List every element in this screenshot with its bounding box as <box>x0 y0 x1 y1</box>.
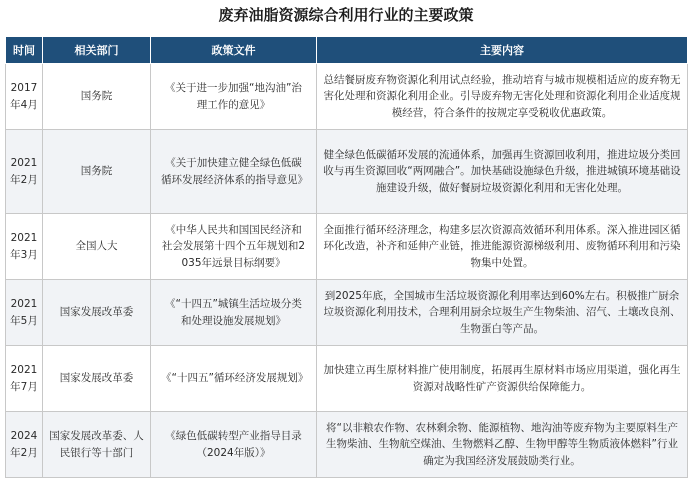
cell-time: 2021年5月 <box>6 280 43 346</box>
table-row <box>6 214 688 280</box>
cell-doc: 《绿色低碳转型产业指导目录（2024年版）》 <box>151 412 317 478</box>
cell-doc: 《关于加快建立健全绿色低碳循环发展经济体系的指导意见》 <box>151 130 317 214</box>
header-doc: 政策文件 <box>151 37 317 64</box>
cell-dept: 国家发展改革委 <box>43 346 151 412</box>
table-row <box>6 130 688 214</box>
cell-content: 加快建立再生原材料推广使用制度，拓展再生原材料市场应用渠道，强化再生资源对战略性矿产资源供给保障能力。 <box>317 346 688 412</box>
cell-dept: 国务院 <box>43 64 151 130</box>
policy-table <box>5 36 688 478</box>
cell-doc: 《“十四五”循环经济发展规划》 <box>151 346 317 412</box>
cell-doc: 《关于进一步加强“地沟油”治理工作的意见》 <box>151 64 317 130</box>
cell-dept: 国家发展改革委 <box>43 280 151 346</box>
table-header-row <box>6 37 688 64</box>
table-row <box>6 412 688 478</box>
cell-dept: 国家发展改革委、人民银行等十部门 <box>43 412 151 478</box>
cell-time: 2021年3月 <box>6 214 43 280</box>
cell-doc: 《中华人民共和国国民经济和社会发展第十四个五年规划和2035年远景目标纲要》 <box>151 214 317 280</box>
cell-content: 健全绿色低碳循环发展的流通体系，加强再生资源回收利用，推进垃圾分类回收与再生资源回收“两网融合”。加快基础设施绿色升级，推进城镇环境基础设施建设升级，做好餐厨垃圾资源化利用和无害化处理。 <box>317 130 688 214</box>
cell-time: 2021年7月 <box>6 346 43 412</box>
cell-time: 2017年4月 <box>6 64 43 130</box>
header-content: 主要内容 <box>317 37 688 64</box>
table-row <box>6 280 688 346</box>
cell-dept: 全国人大 <box>43 214 151 280</box>
cell-doc: 《“十四五”城镇生活垃圾分类和处理设施发展规划》 <box>151 280 317 346</box>
page-title: 废弃油脂资源综合利用行业的主要政策 <box>218 6 474 24</box>
table-row <box>6 346 688 412</box>
header-time: 时间 <box>6 37 43 64</box>
table-row <box>6 64 688 130</box>
header-dept: 相关部门 <box>43 37 151 64</box>
cell-time: 2024年2月 <box>6 412 43 478</box>
cell-content: 全面推行循环经济理念，构建多层次资源高效循环利用体系。深入推进园区循环化改造，补齐和延伸产业链，推进能源资源梯级利用、废物循环利用和污染物集中处置。 <box>317 214 688 280</box>
cell-dept: 国务院 <box>43 130 151 214</box>
cell-time: 2021年2月 <box>6 130 43 214</box>
cell-content: 总结餐厨废弃物资源化利用试点经验，推动培育与城市规模相适应的废弃物无害化处理和资源化利用企业。引导废弃物无害化处理和资源化利用企业适度规模经营，符合条件的按规定享受税收优惠政策。 <box>317 64 688 130</box>
cell-content: 到2025年底，全国城市生活垃圾资源化利用率达到60%左右。积极推广厨余垃圾资源化利用技术，合理利用厨余垃圾生产生物柴油、沼气、土壤改良剂、生物蛋白等产品。 <box>317 280 688 346</box>
cell-content: 将“以非粮农作物、农林剩余物、能源植物、地沟油等废弃物为主要原料生产生物柴油、生物航空煤油、生物燃料乙醇、生物甲醇等生物质液体燃料”行业确定为我国经济发展鼓励类行业。 <box>317 412 688 478</box>
